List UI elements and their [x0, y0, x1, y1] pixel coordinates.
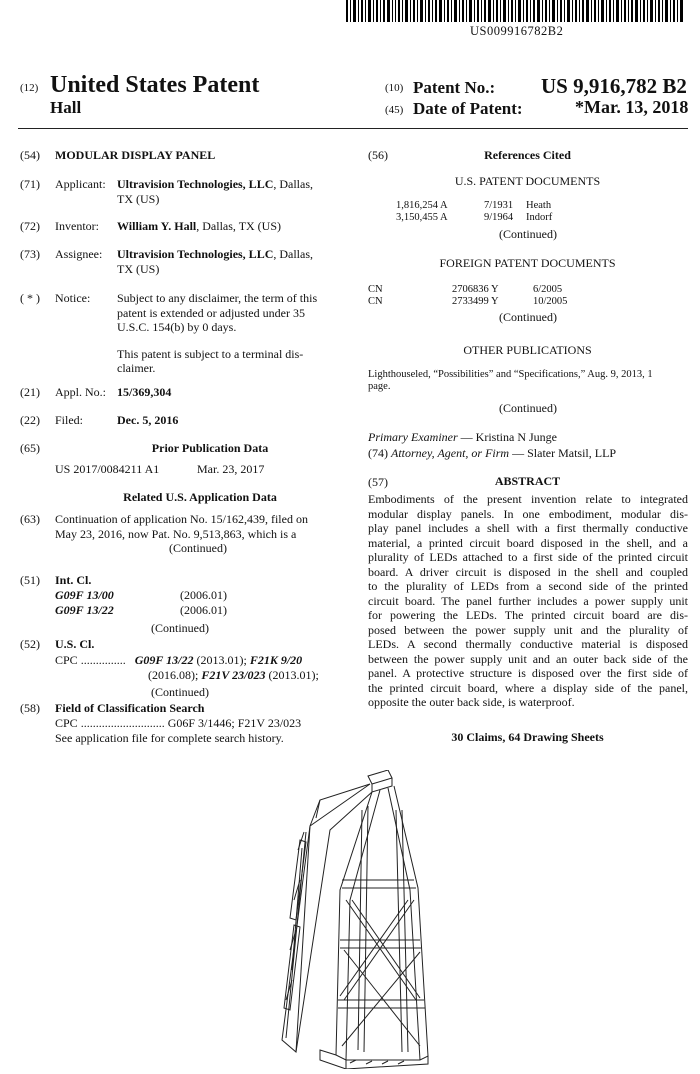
- notice-line: Subject to any disclaimer, the term of this: [117, 291, 318, 305]
- abstract-line: the printed circuit board, where a display side of the panel,: [368, 680, 688, 695]
- ref-date: 9/1964: [484, 212, 514, 223]
- date-of-patent-label: Date of Patent:: [413, 99, 523, 118]
- assignee-country: TX (US): [117, 261, 160, 276]
- inid-63: (63): [20, 512, 40, 526]
- foreign-patent-documents-heading: FOREIGN PATENT DOCUMENTS: [439, 256, 616, 270]
- cpc-code: F21V 23/023: [201, 667, 266, 682]
- inid-71: (71): [20, 177, 40, 191]
- examiner-label: Primary Examiner: [368, 430, 458, 444]
- barcode: [346, 0, 686, 22]
- attorney-label: Attorney, Agent, or Firm: [391, 446, 510, 460]
- inventor: [117, 219, 281, 234]
- assignee-label: Assignee:: [55, 247, 103, 261]
- continued-note: (Continued): [151, 621, 209, 635]
- ref-date: 7/1931: [484, 200, 514, 211]
- int-cl-code: G09F 13/22: [55, 603, 114, 617]
- abstract-line: material, a printed circuit board disposed in the shell, and a: [368, 535, 688, 550]
- references-heading: References Cited: [484, 148, 571, 162]
- inventor-surname: Hall: [50, 98, 82, 117]
- inid-73: (73): [20, 247, 40, 261]
- inid-56: (56): [368, 148, 388, 162]
- applicant-country: TX (US): [117, 191, 160, 206]
- abstract-line: opposite the outer back side, is waterproof.: [368, 695, 575, 709]
- cpc-date: (2013.01);: [193, 653, 250, 667]
- inid-52: (52): [20, 637, 40, 651]
- inid-10: (10): [385, 82, 404, 94]
- abstract-line: modular display panels. In one embodiment, modular dis-: [368, 506, 688, 521]
- ref-name: Indorf: [526, 212, 553, 223]
- ref-date: 6/2005: [533, 284, 563, 295]
- ref-country: CN: [368, 284, 383, 295]
- appl-no: 15/369,304: [117, 385, 172, 399]
- document-title: United States Patent: [50, 72, 260, 98]
- inid-74: (74): [368, 446, 388, 460]
- ref-number: 1,816,254 A: [396, 200, 448, 211]
- inid-12: (12): [20, 82, 39, 94]
- abstract-heading: ABSTRACT: [494, 474, 561, 488]
- us-reference-row: [396, 200, 551, 212]
- related-text: [55, 512, 341, 556]
- cpc-code: G09F 13/22: [134, 653, 194, 667]
- int-cl-date: (2006.01): [180, 603, 227, 617]
- cpc-code: F21K 9/20: [249, 653, 303, 667]
- notice-line: This patent is subject to a terminal dis-: [117, 346, 304, 361]
- header-rule: [18, 128, 688, 129]
- abstract-body: [368, 492, 688, 710]
- abstract-line: to the plurality of LEDs from a second side of the printed: [368, 579, 688, 593]
- us-cl-cpc: [55, 653, 345, 682]
- us-reference-row: [396, 212, 552, 224]
- assignee: [117, 247, 343, 276]
- field-cpc-dots: ............................: [80, 716, 165, 730]
- abstract-line: posed between the power supply unit and the plurality of: [368, 622, 688, 637]
- patent-no-label: Patent No.:: [413, 78, 496, 97]
- abstract-line: plurality of LEDs attached to a first side of the printed circuit: [368, 550, 688, 564]
- ref-country: CN: [368, 296, 383, 307]
- int-cl-code: G09F 13/00: [55, 588, 114, 602]
- us-patent-documents-heading: U.S. PATENT DOCUMENTS: [454, 174, 601, 188]
- abstract-line: board. A driver circuit is disposed in the shell and coupled: [368, 564, 688, 579]
- abstract-line: Embodiments of the present invention relate to integrated: [368, 492, 688, 506]
- notice-label: Notice:: [55, 291, 91, 305]
- applicant-name: Ultravision Technologies, LLC: [117, 177, 274, 191]
- filed-label: Filed:: [55, 413, 84, 427]
- inventor-location: , Dallas, TX (US): [196, 219, 282, 233]
- ref-date: 10/2005: [533, 296, 568, 307]
- inid-21: (21): [20, 385, 40, 399]
- applicant: [117, 177, 343, 206]
- abstract-line: LEDs. A second thermally conductive material is disposed: [368, 637, 688, 651]
- filed-date: Dec. 5, 2016: [117, 413, 179, 427]
- continued-note: (Continued): [169, 541, 227, 555]
- modular-display-panel-figure: [280, 770, 430, 1069]
- ref-number: 2706836 Y: [452, 284, 499, 295]
- attorney: [368, 446, 616, 461]
- ref-number: 2733499 Y: [452, 296, 499, 307]
- inid-58: (58): [20, 701, 40, 715]
- inventor-label: Inventor:: [55, 219, 99, 233]
- notice-line: U.S.C. 154(b) by 0 days.: [117, 320, 237, 334]
- prior-publication-number: US 2017/0084211 A1: [55, 462, 160, 476]
- barcode-image: [346, 0, 686, 22]
- inid-notice: ( * ): [20, 291, 40, 305]
- inid-65: (65): [20, 441, 40, 455]
- int-cl-label: Int. Cl.: [55, 573, 92, 587]
- continued-note: (Continued): [151, 685, 209, 699]
- field-of-search-label: Field of Classification Search: [55, 701, 205, 715]
- attorney-name: — Slater Matsil, LLP: [509, 446, 617, 460]
- inid-22: (22): [20, 413, 40, 427]
- prior-publication-heading: Prior Publication Data: [151, 441, 269, 455]
- continued-note: (Continued): [499, 401, 557, 415]
- related-line: May 23, 2016, now Pat. No. 9,513,863, which is a: [55, 526, 297, 541]
- continued-note: (Continued): [499, 310, 557, 324]
- prior-publication-date: Mar. 23, 2017: [197, 462, 265, 476]
- inid-57: (57): [368, 475, 388, 489]
- related-heading: Related U.S. Application Data: [123, 490, 277, 504]
- other-publication-line: page.: [368, 381, 391, 392]
- int-cl-date: (2006.01): [180, 588, 227, 602]
- applicant-location: , Dallas,: [273, 177, 314, 191]
- ref-name: Heath: [526, 200, 552, 211]
- assignee-name: Ultravision Technologies, LLC: [117, 247, 274, 261]
- appl-no-label: Appl. No.:: [55, 385, 106, 399]
- date-of-patent: *Mar. 13, 2018: [575, 97, 689, 117]
- other-publications-heading: OTHER PUBLICATIONS: [463, 343, 592, 357]
- inventor-name: William Y. Hall: [117, 219, 197, 233]
- invention-title: MODULAR DISPLAY PANEL: [55, 148, 216, 162]
- assignee-location: , Dallas,: [273, 247, 314, 261]
- applicant-label: Applicant:: [55, 177, 106, 191]
- abstract-line: for powering the LEDs. The printed circuit board are dis-: [368, 608, 688, 622]
- cpc-date: (2016.08);: [148, 667, 202, 682]
- abstract-line: play panel includes a shell with a first thermally conductive: [368, 521, 688, 535]
- field-of-search-cpc: [55, 716, 301, 731]
- ref-number: 3,150,455 A: [396, 212, 448, 223]
- abstract-line: circuit board. The panel further includes a power supply unit: [368, 593, 688, 608]
- cpc-label: CPC: [55, 653, 78, 667]
- related-line: Continuation of application No. 15/162,439, filed on: [55, 512, 308, 526]
- patent-number: US 9,916,782 B2: [541, 74, 687, 98]
- inid-72: (72): [20, 219, 40, 233]
- other-publication-line: Lighthouseled, “Possibilities” and “Specifications,” Aug. 9, 2013, 1: [368, 369, 653, 380]
- continued-note: (Continued): [499, 227, 557, 241]
- examiner-name: — Kristina N Junge: [457, 430, 557, 444]
- barcode-number: US009916782B2: [470, 24, 564, 38]
- cpc-date: (2013.01);: [265, 667, 319, 682]
- notice-text: [117, 291, 341, 376]
- abstract-line: panel. A protective structure is disposed over the first side of: [368, 666, 688, 680]
- inid-51: (51): [20, 573, 40, 587]
- inid-54: (54): [20, 148, 40, 162]
- field-cpc-codes: G06F 3/1446; F21V 23/023: [167, 716, 302, 730]
- foreign-reference-row: [368, 296, 567, 308]
- representative-drawing: [280, 770, 430, 1074]
- field-cpc-label: CPC: [55, 716, 78, 730]
- us-cl-label: U.S. Cl.: [55, 637, 95, 651]
- notice-line: claimer.: [117, 361, 156, 375]
- other-publication: [368, 369, 688, 393]
- notice-line: patent is extended or adjusted under 35: [117, 305, 305, 320]
- field-of-search-note: See application file for complete search history.: [55, 731, 284, 745]
- primary-examiner: [368, 430, 557, 445]
- claims-summary: 30 Claims, 64 Drawing Sheets: [451, 730, 604, 744]
- abstract-line: between the power supply unit and an outer back side of the: [368, 651, 688, 666]
- cpc-dots: ...............: [80, 653, 126, 667]
- foreign-reference-row: [368, 284, 562, 296]
- inid-45: (45): [385, 104, 404, 116]
